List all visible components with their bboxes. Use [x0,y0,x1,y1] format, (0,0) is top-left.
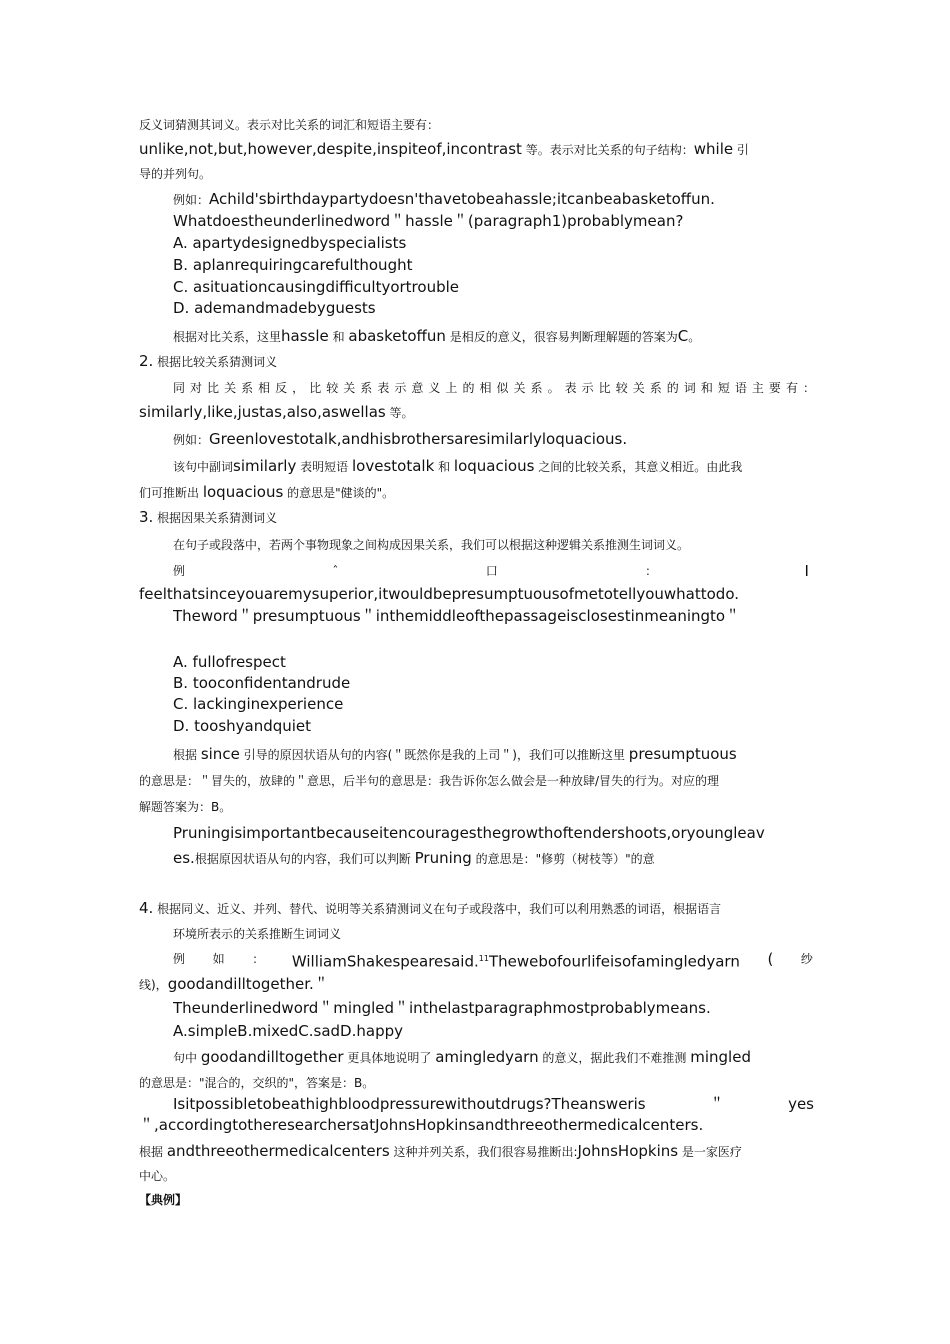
text-line [139,115,815,135]
text: feelthatsinceyouaremysuperior,itwouldbepresumptuousofmetotellyouwhattodo. [139,585,739,603]
text: 导的并列句。 [139,167,212,181]
text: 同对比关系相反，比较关系表示意义上的相似关系。表示比较关系的词和短语主要有： [173,381,815,395]
text: 根据 [173,748,201,762]
text: 3. [139,508,154,526]
text-line [173,326,815,348]
text-line [139,1115,815,1135]
text: Whatdoestheunderlinedword＂hassle＂(paragraph1)probablymean? [173,212,684,230]
text: 和 [328,330,349,344]
text: unlike,not,but,however,despite,inspiteof,incontrast [139,140,522,158]
text: 这种并列关系，我们很容易推断出: [389,1145,578,1159]
option-line [173,694,815,714]
text: 例 [173,564,186,578]
option-line [173,652,815,672]
text: since [200,745,240,763]
text: 引 [733,143,749,157]
text: goodandilltogether [200,1048,344,1066]
text: A. apartydesignedbyspecialists [173,234,407,252]
text: 。 [688,330,701,344]
text: 根据原因状语从句的内容，我们可以判断 [194,852,415,866]
text: 等。表示对比关系的句子结构： [521,143,694,157]
text-line [173,949,813,973]
text: 句中 [173,1051,201,1065]
text: D. ademandmadebyguests [173,299,376,317]
text: ＂,accordingtotheresearchersatJohnsHopkinsandthreeothermedicalcenters. [139,1116,704,1134]
text: 之间的比较关系，其意义相近。由此我 [534,460,743,474]
text: Pruning [414,849,472,867]
text-line [173,211,815,231]
text: 解题答案为：B。 [139,800,232,814]
text: 根据 [139,1145,167,1159]
text: 的意思是："修剪（树枝等）"的意 [471,852,655,866]
text: 口 [485,564,498,578]
text: loquacious [202,483,284,501]
text: 更具体地说明了 [343,1051,436,1065]
text: 4. [139,899,154,917]
text-line [139,1073,815,1093]
text: 们可推断出 [139,486,203,500]
text-line [173,429,815,451]
text: 例如： [173,433,210,447]
text: A. fullofrespect [173,653,286,671]
text-line [139,974,815,996]
text: 在句子或段落中，若两个事物现象之间构成因果关系，我们可以根据这种逻辑关系推测生词词义。 [173,538,690,552]
text: 和 [434,460,454,474]
text-line [173,1094,814,1114]
text: Theword＂presumptuous＂inthemiddleofthepassageisclosestinmeaningto＂ [173,607,741,625]
text: 等。 [385,406,414,420]
text-line [139,482,815,504]
text-line [139,402,815,424]
text: ： [645,564,658,578]
text: amingledyarn [435,1048,539,1066]
text: 反义词猜测其词义。表示对比关系的词汇和短语主要有： [139,118,440,132]
text: presumptuous [628,745,737,763]
text: I [804,562,809,580]
text: 根据因果关系猜测词义 [153,511,278,525]
text: WilliamShakespearesaid. [291,952,479,971]
option-line [173,673,815,693]
text-line [173,189,815,211]
option-line [173,233,815,253]
text-line [139,164,815,184]
text: 【典例】 [139,1193,188,1207]
text-line [173,535,815,555]
text-line [173,848,815,870]
text-line [173,998,815,1018]
option-line [173,277,815,297]
text: abasketoffun [348,327,446,345]
text: 例如： [173,193,210,207]
text: 引导的原因状语从句的内容(＂既然你是我的上司＂)，我们可以推断这里 [239,748,629,762]
section-heading [139,898,815,920]
text: 根据同义、近义、并列、替代、说明等关系猜测词义在句子或段落中，我们可以利用熟悉的词语，根据语言 [153,902,722,916]
text: ： [252,952,265,966]
option-line [173,255,815,275]
text: ( [767,950,774,968]
text: Pruningisimportantbecauseitencouragesthegrowthoftendershoots,oryoungleav [173,824,765,842]
text: 环境所表示的关系推断生词词义 [173,927,342,941]
text: Isitpossibletobeathighbloodpressurewithoutdrugs?Theansweris [173,1095,646,1113]
text: Achild'sbirthdaypartydoesn'thavetobeahassle;itcanbeabasketoffun. [209,190,715,208]
text: Theunderlinedword＂mingled＂inthelastparagraphmostprobablymeans. [173,999,711,1017]
text: Thewebofourlifeisofamingledyarn [488,952,740,971]
text: 的意思是："混合的，交织的"，答案是：B。 [139,1076,375,1090]
text: 的意义，据此我们不难推测 [538,1051,691,1065]
text: C. asituationcausingdifficultyortrouble [173,278,459,296]
text-line [139,139,815,161]
text: 根据对比关系，这里 [173,330,282,344]
text: lovestotalk [352,457,435,475]
text-line [173,1021,815,1041]
footnote-mark: 11 [478,954,489,963]
text: while [693,140,734,158]
text: 如 [212,952,225,966]
text: 线)， [139,978,168,992]
text-line [173,744,815,766]
text-line [139,771,815,791]
text-line [173,924,815,944]
text: loquacious [453,457,535,475]
text-line [173,561,809,581]
text: similarly [233,457,297,475]
text: 2. [139,352,154,370]
text-line [173,456,815,478]
option-line [173,298,815,318]
text: JohnsHopkins [577,1142,679,1160]
text: hassle [281,327,329,345]
text: C. lackinginexperience [173,695,344,713]
text: es. [173,849,195,867]
text-line [173,1047,815,1069]
text: 纱 [800,952,813,966]
option-line [173,716,815,736]
section-heading [139,507,815,529]
text: B. tooconfidentandrude [173,674,351,692]
text: 中心。 [139,1169,176,1183]
text: andthreeothermedicalcenters [166,1142,390,1160]
text: ˆ [332,564,339,578]
text-line [139,584,815,604]
text: yes [788,1095,814,1113]
text: 是一家医疗 [678,1145,742,1159]
text-line [139,1141,815,1163]
text: mingled [690,1048,751,1066]
text: 的意思是"健谈的"。 [283,486,395,500]
text: A.simpleB.mixedC.sadD.happy [173,1022,403,1040]
text: 根据比较关系猜测词义 [153,355,278,369]
text: B. aplanrequiringcarefulthought [173,256,413,274]
section-label [139,1190,815,1210]
text: 是相反的意义，很容易判断理解题的答案为 [445,330,678,344]
text-line [173,606,815,626]
text: similarly,like,justas,also,aswellas [139,403,386,421]
text: Greenlovestotalk,andhisbrothersaresimilarlyloquacious. [209,430,628,448]
text: 表明短语 [296,460,352,474]
text-line [173,378,815,398]
text: 该句中副词 [173,460,234,474]
text: 例 [173,952,186,966]
text: ＂ [709,1095,725,1113]
text: D. tooshyandquiet [173,717,312,735]
section-heading [139,351,815,373]
text: 的意思是：＂冒失的，放肆的＂意思，后半句的意思是：我告诉你怎么做会是一种放肆/冒失的行为。对应的理 [139,774,720,788]
text-line [139,1166,815,1186]
text-line [173,823,815,843]
text: C [677,327,689,345]
text-line [139,797,815,817]
text: goodandilltogether.＂ [167,975,329,993]
